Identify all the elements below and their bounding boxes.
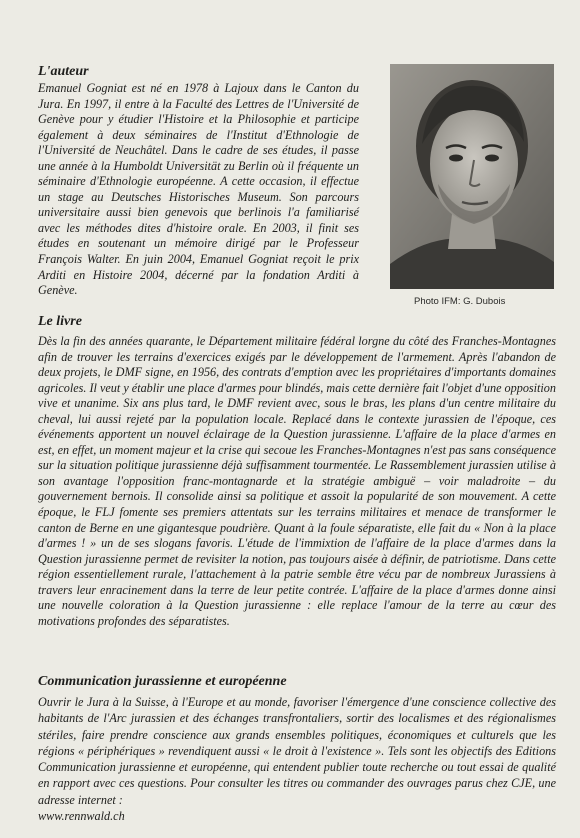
publisher-description: Ouvrir le Jura à la Suisse, à l'Europe et au monde, favoriser l'émergence d'une conscience collective des habitants de l'Arc jurassien et des échanges transfrontaliers, sortir des localismes et des régionalismes stériles, faire prendre conscience aux grands ensembles politiques, économiques et culturels que les régions « périphériques » revendiquent aussi « le droit à l'existence ». Tels sont les objectifs des Editions Communication jurassienne et européenne, qui entendent publier toute recherche ou tout essai de qualité en rapport avec ces questions.: [38, 695, 556, 791]
author-heading: L'auteur: [38, 64, 89, 79]
photo-caption: Photo IFM: G. Dubois: [414, 296, 506, 307]
author-biography: Emanuel Gogniat est né en 1978 à Lajoux dans le Canton du Jura. En 1997, il entre à la Faculté des Lettres de l'Université de Genève pour y étudier l'Histoire et la Philosophie et participe également à deux séminaires de l'Institut d'Ethnologie de l'Université de Neuchâtel. Dans le cadre de ses études, il passe une année à la Humboldt Universität zu Berlin où il fréquente un séminaire d'Ethnologie européenne. A cette occasion, il effectue un stage au Deutsches Historisches Museum. Son parcours universitaire aussi bien genevois que berlinois l'a familiarisé avec les méthodes dites d'histoire orale. En 2003, il finit ses études en soutenant un mémoire dirigé par le Professeur François Walter. En juin 2004, Emanuel Gogniat reçoit le prix Arditi en Histoire 2004, décerné par la fondation Arditi à Genève.: [38, 81, 359, 298]
book-summary: Dès la fin des années quarante, le Département militaire fédéral lorgne du côté des Franches-Montagnes afin de trouver les terrains d'exercices exigés par le développement de l'armement. Après l'abandon de deux projets, le DMF signe, en 1956, des contrats d'emption avec les propriétaires d'importants domaines agricoles. Il veut y établir une place d'armes pour blindés, mais cette dernière fait l'objet d'une opposition vive et unanime. Six ans plus tard, le DMF revient avec, sous le bras, les plans d'un centre militaire du cheval, lui aussi rejeté par la population locale. Replacé dans le contexte jurassien de l'époque, ces événements apportent un nouvel éclairage de la Question jurassienne. L'affaire de la place d'armes en est, en effet, un moment majeur et la crise qui secoue les Franches-Montagnes n'est pas sans conséquence sur la situation politique jurassienne déjà suffisamment tourmentée. Le Rassemblement jurassien utilise à son avantage l'opposition franc-montagnarde et la stratégie ambiguë – voir maladroite – du gouvernement bernois. Il consolide ainsi sa politique et assoit la popularité de son mouvement. A cette époque, le FLJ fomente ses premiers attentats sur les terrains militaires et menace de transformer le canton de Berne en une gigantesque poudrière. Quant à la foule séparatiste, elle fait du « Non à la place d'armes ! » un de ses slogans favoris. L'étude de l'immixtion de l'affaire de la place d'armes dans la Question jurassienne permet de revisiter la notion, pas toujours aisée à définir, de patriotisme. Dans cette région essentiellement rurale, l'attachement à la patrie semble être vécu par de nombreux Jurassiens à travers leur enracinement dans la terre de leur petite contrée. L'affaire de la place d'armes donne ainsi une nouvelle coloration à la Question jurassienne : elle replace l'amour de la terre au cœur des motivations profondes des séparatistes.: [38, 334, 556, 628]
publisher-description-block: [38, 694, 556, 824]
book-heading: Le livre: [38, 314, 82, 329]
author-photo: [390, 64, 554, 289]
publisher-heading: Communication jurassienne et européenne: [38, 674, 287, 689]
order-info: Pour consulter les titres ou commander des ouvrages parus chez CJE, une adresse internet :: [38, 776, 556, 807]
website-link[interactable]: www.rennwald.ch: [38, 809, 125, 824]
